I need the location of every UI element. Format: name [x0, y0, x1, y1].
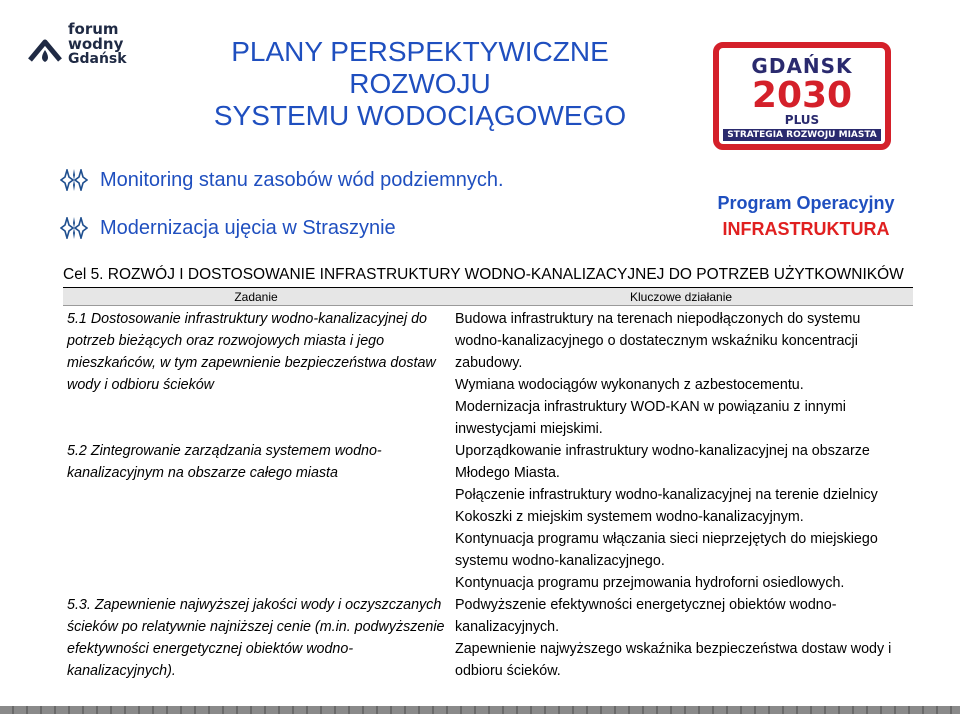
action-item: Uporządkowanie infrastruktury wodno-kanalizacyjnej na obszarze Młodego Miasta.	[455, 443, 870, 481]
action-item: Modernizacja infrastruktury WOD-KAN w powiązaniu z innymi inwestycjami miejskimi.	[455, 399, 846, 437]
task-cell: 5.3. Zapewnienie najwyższej jakości wody i oczyszczanych ścieków po relatywnie najniższej cenie (m.in. podwyższenie efektywności energetycznej obiektów wodno-kanalizacyjnych).	[67, 597, 445, 679]
logo-left-line3: Gdańsk	[68, 51, 127, 67]
program-line2: INFRASTRUKTURA	[722, 219, 890, 239]
action-item: Budowa infrastruktury na terenach niepodłączonych do systemu wodno-kanalizacyjnego o dostatecznym wskaźniku koncentracji zabudowy.	[455, 311, 861, 371]
diamond-star-icon	[60, 169, 88, 191]
forum-wodny-text	[68, 22, 127, 67]
diamond-star-icon	[60, 217, 88, 239]
action-cell	[455, 308, 911, 440]
action-item: Połączenie infrastruktury wodno-kanalizacyjnej na terenie dzielnicy Kokoszki z miejskim systemem wodno-kanalizacyjnym.	[455, 487, 878, 525]
logo-right-line1: GDAŃSK	[751, 54, 853, 78]
action-cell	[455, 440, 911, 594]
logo-right-line2: 2030	[751, 75, 853, 116]
bullet-item	[60, 208, 660, 248]
bullet-text: Modernizacja ujęcia w Straszynie	[100, 216, 396, 239]
task-cell: 5.2 Zintegrowanie zarządzania systemem wodno-kanalizacyjnym na obszarze całego miasta	[67, 443, 382, 481]
roof-drop-icon	[28, 36, 62, 66]
page-title	[160, 36, 680, 132]
bottom-decor-bar	[0, 706, 960, 714]
title-line1: PLANY PERSPEKTYWICZNE	[231, 36, 609, 67]
logo-left-line2: wodny	[68, 35, 124, 53]
gdansk-2030-logo	[713, 42, 891, 150]
goal-header: Cel 5. ROZWÓJ I DOSTOSOWANIE INFRASTRUKTURY WODNO-KANALIZACYJNEJ DO POTRZEB UŻYTKOWNIKÓW	[63, 262, 913, 288]
task-cell: 5.1 Dostosowanie infrastruktury wodno-kanalizacyjnej do potrzeb bieżących oraz rozwojowych miasta i jego mieszkańców, w tym zapewnienie bezpieczeństwa dostaw wody i odbioru ścieków	[67, 311, 436, 393]
logo-left-line1: forum	[68, 20, 119, 38]
logo-right-line3: PLUS	[784, 113, 820, 127]
action-item: Wymiana wodociągów wykonanych z azbestocementu.	[455, 377, 804, 393]
action-cell	[455, 594, 911, 682]
header-task: Zadanie	[234, 290, 278, 304]
header-actions: Kluczowe działanie	[629, 290, 733, 304]
action-item: Zapewnienie najwyższego wskaźnika bezpieczeństwa dostaw wody i odbioru ścieków.	[455, 641, 892, 679]
bullet-text: Monitoring stanu zasobów wód podziemnych.	[100, 168, 504, 191]
program-label	[696, 190, 916, 242]
action-item: Podwyższenie efektywności energetycznej obiektów wodno-kanalizacyjnych.	[455, 597, 837, 635]
action-item: Kontynuacja programu przejmowania hydroforni osiedlowych.	[455, 575, 845, 591]
bullet-list	[60, 160, 660, 256]
table-header	[63, 288, 913, 306]
title-line2: ROZWOJU	[349, 68, 491, 99]
title-line3: SYSTEMU WODOCIĄGOWEGO	[213, 100, 627, 131]
tasks-table	[63, 288, 913, 688]
program-line1: Program Operacyjny	[717, 193, 895, 213]
logo-right-line4: STRATEGIA ROZWOJU MIASTA	[723, 129, 881, 141]
bullet-item	[60, 160, 660, 200]
forum-wodny-logo	[28, 22, 148, 72]
action-item: Kontynuacja programu włączania sieci nieprzejętych do miejskiego systemu wodno-kanalizacyjnego.	[455, 531, 878, 569]
